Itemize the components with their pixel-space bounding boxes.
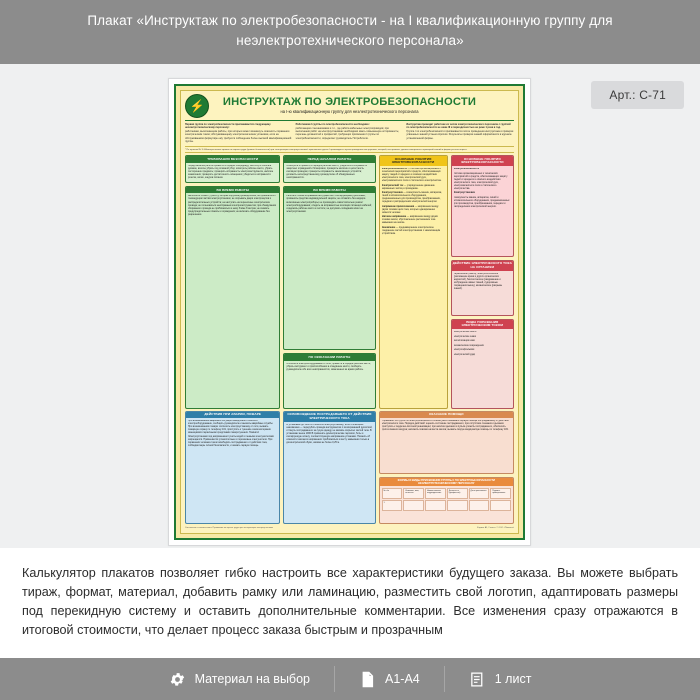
block-shock-effect-title: ДЕЙСТВИЕ ЭЛЕКТРИЧЕСКОГО ТОКА НА ОРГАНИЗМ xyxy=(452,261,512,269)
poster-bottom-right xyxy=(379,411,514,524)
poster-column-b xyxy=(283,155,375,409)
block-emergency xyxy=(185,411,280,524)
intro-column-3 xyxy=(406,123,514,144)
poster-title: ИНСТРУКТАЖ ПО ЭЛЕКТРОБЕЗОПАСНОСТИ xyxy=(222,96,477,109)
product-description: Калькулятор плакатов позволяет гибко настроить все характеристики будущего заказа. Вы можете выбрать тираж, формат, материал, добавить рамку или ламинацию, разместить свой логотип, адаптировать размеры под перекидную систему и оставить дополнительные комментарии. Все изменения сразу отражаются в итоговой стоимости, что делает процесс заказа быстрым и прозрачным xyxy=(22,566,678,637)
intro-column-1 xyxy=(185,123,293,144)
intro-lead-1: Первая группа по электробезопасности присваивается следующему неэлектротехническому персоналу: xyxy=(185,123,271,130)
spec-format xyxy=(334,666,444,692)
poster-intro xyxy=(185,123,514,147)
spec-sheets-label: 1 лист xyxy=(494,672,532,686)
table-cell: Дата присвоения xyxy=(469,488,490,499)
injury-item-3: механические повреждения xyxy=(453,344,484,347)
concept-right-def-0: система организационных и технических мероприятий и средств, обеспечивающих защиту людей от вредного и опасного воздействия электрического тока, электрической дуги, электромагнитного поля и статического электричества. xyxy=(453,172,508,190)
concept-term-1: Электрический ток xyxy=(381,184,404,187)
concept-term-2: Электроустановка xyxy=(381,192,403,195)
block-injury-types-title: ВИДЫ ПОРАЖЕНИЯ ЭЛЕКТРИЧЕСКИМ ТОКОМ xyxy=(452,320,513,330)
sheet-icon xyxy=(469,671,486,688)
block-concepts-list: Электробезопасность — система организационных и технических мероприятий и средств, обеспечивающих защиту людей от вредного и опасного воздействия электрического тока, электрической дуги, электромагнитного поля и статического электричества. Электрический ток — упорядоченное движение заряженных частиц в проводнике. Электроустановка — совокупность машин, аппаратов, линий и вспомогательного оборудования, предназначенных для производства, преобразования, передачи и распределения электрической энергии. Напряжение прикосновения — напряжение между двумя точками цепи тока, которых одновременно касается человек. Шаговое напряжение — напряжение между двумя точками земли, обусловленное растеканием тока замыкания на землю. Заземление — преднамеренное электрическое соединение частей электроустановки с заземляющим устройством. xyxy=(381,168,442,236)
table-cell: Должность (профессия) xyxy=(447,488,468,499)
block-concepts-right-text xyxy=(454,168,511,210)
table-cell xyxy=(403,500,424,511)
table-cell xyxy=(490,500,511,511)
concept-right-def-1: совокупность машин, аппаратов, линий и вспомогательного оборудования, предназначенных для производства, преобразования, передачи и распределения электрической энергии. xyxy=(453,196,510,208)
block-first-aid xyxy=(379,411,514,474)
product-image-viewer[interactable] xyxy=(0,64,700,548)
block-concepts-right xyxy=(451,155,514,256)
concept-def-0: система организационных и технических мероприятий и средств, обеспечивающих защиту людей от вредного и опасного воздействия электрического тока, электрической дуги, электромагнитного поля и статического электричества. xyxy=(381,168,442,183)
table-cell xyxy=(425,500,446,511)
block-during-work-2 xyxy=(283,186,375,350)
spec-bar xyxy=(0,658,700,700)
injury-item-1: электрические знаки xyxy=(453,335,476,338)
block-after-work xyxy=(283,353,375,409)
block-emergency-title: ДЕЙСТВИЯ ПРИ АВАРИИ, ПОЖАРЕ xyxy=(186,412,279,418)
concept-right-term-1: Электроустановка xyxy=(453,192,475,195)
block-first-aid-title: ОКАЗАНИЕ ПОМОЩИ xyxy=(380,412,513,418)
poster-header xyxy=(185,94,514,121)
block-requirements-text: Перед началом работы привести в порядок спецодежду, застегнуть обшлага рукавов, волосы убрать под головной убор; осмотреть рабочее место, убрать посторонние предметы; проверить исправность электроинструмента, наличие заземления; проверить достаточность освещения; убедиться в исправности розеток, вилок, шнуров питания. xyxy=(188,164,274,179)
concept-def-1: упорядоченное движение заряженных частиц в проводнике. xyxy=(381,184,435,190)
safety-emblem-icon: ⚡ xyxy=(185,94,209,118)
injury-item-2: металлизация кожи xyxy=(453,340,475,343)
concept-right-term-0: Электробезопасность xyxy=(453,168,479,171)
concept-term-0: Электробезопасность xyxy=(381,168,407,171)
block-during-work-title: ВО ВРЕМЯ РАБОТЫ xyxy=(186,187,279,193)
poster-column-a xyxy=(185,155,280,409)
intro-body-1: работникам, выполняющим работы, при которых может возникнуть опасность поражения электрическим током; обслуживающему электротехнические установки, если на обслуживаемом формуляре ему требуется соблюдение более высокой квалификационной группы. xyxy=(185,130,292,143)
poster-subtitle: на I-ю квалификационную группу для неэлектротехнического персонала xyxy=(280,109,419,115)
table-cell: № п/п xyxy=(382,488,403,499)
spec-format-label: А1-А4 xyxy=(385,672,420,686)
block-after-work-title: ПО ОКОНЧАНИИ РАБОТЫ xyxy=(284,354,374,360)
table-cell xyxy=(469,500,490,511)
spec-sheets xyxy=(444,666,556,692)
intro-body-3: Группа I по электробезопасности присваивается после проведения инструктажа и проверки усвоенных знаний устным опросом. Результаты проверки знаний оформляются в журнале установленной формы. xyxy=(406,130,514,140)
table-cell: Подпись проверяемого xyxy=(490,488,511,499)
block-shock-effect xyxy=(451,260,514,316)
injury-item-4: электроофтальмия xyxy=(453,349,475,352)
concept-def-4: напряжение между двумя точками земли, обусловленное растеканием тока замыкания на землю. xyxy=(381,216,438,225)
poster-footer xyxy=(185,526,514,529)
page-header xyxy=(0,0,700,64)
concept-term-3: Напряжение прикосновения xyxy=(381,205,415,208)
poster-column-c xyxy=(379,155,448,409)
table-cell: Наименование подразделения xyxy=(425,488,446,499)
article-badge: Арт.: С-71 xyxy=(591,81,684,109)
block-emergency-text: При возникновении аварийной ситуации немедленно отключить электрооборудование, сообщить руководителю и вызвать аварийные службы. При возникновении пожара: отключить электроустановку от сети, вызвать пожарную охрану по телефону 101, приступить к тушению очага возгорания имеющимися первичными средствами пожаротушения. Помните! Электроустановки под напряжением тушить водой и пенными огнетушителями запрещается. Применяются углекислотные и порошковые огнетушители. При поражении человека током освободить пострадавшего от действия тока, соблюдая меры личной безопасности, и оказать первую помощь. xyxy=(188,420,274,447)
block-during-work-2-text: Работать только исправным инструментом с изолирующими рукоятками; применять средства индивидуальной защиты; не оставлять без надзора включённые электроприборы; не производить самостоятельно ремонт электрооборудования; следить за исправностью изоляции питающих кабелей; содержать рабочее место в чистоте; не допускать попадания влаги на электроустановки. xyxy=(286,195,372,213)
block-release-victim-text: В установках до 1000 В отключить электроустановку; если отключение невозможно — перерубить провода инструментом с изолированной рукояткой, оттянуть пострадавшего за сухую одежду, не касаясь открытых частей тела. В установках выше 1000 В применять диэлектрические перчатки, боты и изолирующую штангу, соответствующую напряжению установки. Помнить об опасности шагового напряжения: приближаться к месту замыкания только в диэлектрической обуви, шагами не более 0,25 м. xyxy=(286,423,373,444)
block-during-work-text: Выполнять только ту работу, которая поручена руководителем; не прикасаться к токоведущим частям электроустановок; не открывать двери электрощитов и распределительных устройств; не наступать на переносные электрические провода; не пользоваться неисправным электроинструментом; при обнаружении оборванного провода не приближаться к нему ближе 8 метров; не снимать предупредительные плакаты и ограждения; не включать оборудование без разрешения. xyxy=(188,195,277,216)
intro-lead-2: Работникам I группы по электробезопасности необходимо: xyxy=(295,123,370,126)
block-injury-types-list xyxy=(454,331,511,358)
poster-footnote: * По пунктам № 3 «Межотраслевых правил по охране труда (правил безопасности) при эксплуатации электроустановок» присвоение группы I производится путем проведения инструктажа, который, как правило, должен завершаться проверкой знаний в форме устного опроса. xyxy=(185,149,514,154)
page-title: Плакат «Инструктаж по электробезопасности - на I квалификационную группу для неэлектротехнического персонала» xyxy=(87,13,613,48)
block-before-work-text: Осмотреть и привести в порядок рабочее место; убедиться в исправности защитных ограждений и блокировок; проверить наличие и целостность изоляции проводов; проверить исправность заземляющих устройств; доложить непосредственному руководителю об обнаруженных неисправностях. xyxy=(286,164,368,179)
poster-image[interactable] xyxy=(168,78,531,546)
intro-body-2: работающим с механизмами и т.п., где работа кабельных электропроводов; при выполнении работ на электроустановках необходимо иметь повышенную осторожность; перечень должностей и профессий, требующих присвоения I группы по электробезопасности, определяет руководитель Потребителя. xyxy=(295,127,399,140)
block-requirements xyxy=(185,155,280,183)
poster-frame xyxy=(174,84,525,540)
block-after-work-text: Отключить электрооборудование от сети; привести в порядок рабочее место; убрать инструмент и приспособления в отведённое место; сообщить руководителю обо всех неисправностях, замеченных во время работы. xyxy=(286,362,371,371)
block-concepts-right-title: ОСНОВНЫЕ ПОНЯТИЯ ЭЛЕКТРОБЕЗОПАСНОСТИ xyxy=(452,156,513,166)
poster-footer-right: Формат А1, 2 листа. © ООО «Плакаты» xyxy=(477,527,514,529)
registration-table xyxy=(379,477,514,524)
block-shock-effect-text: Термическое (ожоги), электролитическое (разложение крови и других органических жидкостей), биологическое (раздражение и возбуждение живых тканей, судорожные сокращения мышц), механическое (разрывы тканей). xyxy=(453,272,503,290)
registration-table-grid xyxy=(382,488,511,511)
table-cell xyxy=(447,500,468,511)
gear-icon xyxy=(169,671,186,688)
intro-column-2 xyxy=(296,123,404,144)
concept-def-3: напряжение между двумя точками цепи тока, которых одновременно касается человек. xyxy=(381,205,439,214)
table-cell: Фамилия, имя, отчество xyxy=(403,488,424,499)
poster-title-group xyxy=(213,97,486,114)
block-during-work xyxy=(185,186,280,409)
intro-lead-3: Инструктаж проводит работник из числа электротехнического персонала с группой по электробезопасности не ниже III и периодичностью не реже 1 раза в год. xyxy=(406,123,511,130)
block-release-victim-title: ОСВОБОЖДЕНИЕ ПОСТРАДАВШЕГО ОТ ДЕЙСТВИЯ ЭЛЕКТРИЧЕСКОГО ТОКА xyxy=(284,412,374,422)
block-during-work-2-title: ВО ВРЕМЯ РАБОТЫ xyxy=(284,187,374,193)
block-release-victim xyxy=(283,411,375,524)
injury-item-5: электрический удар xyxy=(453,353,476,356)
poster-content xyxy=(180,90,519,534)
block-first-aid-text: Поражение 1-й группе по электробезопасности обязан уметь оказывать первую помощь пострадавшему от действия электрического тока. Порядок действий: оценить состояние пострадавшего; при отсутствии сознания и дыхания приступить к сердечно-лёгочной реанимации; при наличии дыхания и пульса уложить пострадавшего, обеспечить приток свежего воздуха; наложить повязки на места ожогов; вызвать скорую медицинскую помощь по телефону 103. xyxy=(381,420,509,432)
block-before-work-title: ПЕРЕД НАЧАЛОМ РАБОТЫ xyxy=(284,156,374,162)
spec-material-label: Материал на выбор xyxy=(194,672,310,686)
block-concepts-title: ОСНОВНЫЕ ПОНЯТИЯ ЭЛЕКТРОБЕЗОПАСНОСТИ xyxy=(380,156,447,166)
poster-column-d xyxy=(451,155,514,409)
block-injury-types xyxy=(451,319,514,409)
poster-bottom-row xyxy=(185,411,514,524)
block-requirements-title: ТРЕБОВАНИЯ БЕЗОПАСНОСТИ xyxy=(186,156,279,162)
spec-material xyxy=(145,666,334,692)
registration-table-title: ФОРМЫ И ВИДЫ ПРИСВОЕНИЯ ГРУППЫ I ПО ЭЛЕКТРОБЕЗОПАСНОСТИ НЕЭЛЕКТРОТЕХНИЧЕСКОМУ ПЕРСОНАЛУ xyxy=(380,478,513,486)
block-concepts xyxy=(379,155,448,409)
poster-body xyxy=(185,155,514,409)
concept-term-4: Шаговое напряжение xyxy=(381,216,407,219)
page-icon xyxy=(359,671,376,688)
poster-footer-left: Составлено в соответствии с Правилами по охране труда при эксплуатации электроустановок xyxy=(185,527,273,529)
injury-item-0: электрические ожоги xyxy=(453,331,477,334)
concept-def-5: преднамеренное электрическое соединение частей электроустановки с заземляющим устройством. xyxy=(381,226,441,236)
table-cell: 1 xyxy=(382,500,403,511)
concept-def-2: совокупность машин, аппаратов, линий и вспомогательного оборудования, предназначенных для производства, преобразования, передачи и распределения электрической энергии. xyxy=(381,192,442,204)
concept-term-5: Заземление xyxy=(381,226,396,229)
block-before-work xyxy=(283,155,375,183)
